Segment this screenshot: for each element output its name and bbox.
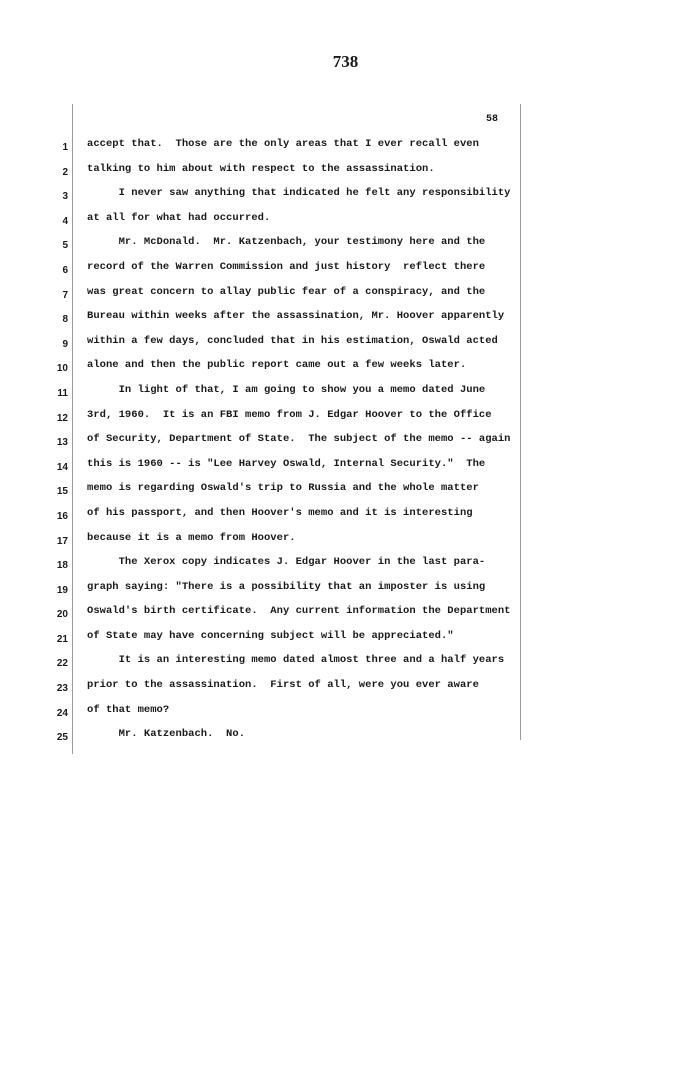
- transcript-line: of State may have concerning subject will be appreciated.": [87, 629, 454, 642]
- line-number: 24: [56, 707, 68, 719]
- transcript-line: In light of that, I am going to show you a memo dated June: [87, 383, 486, 396]
- line-number: 15: [56, 486, 68, 498]
- transcript-line: graph saying: "There is a possibility that an imposter is using: [87, 580, 486, 593]
- line-number: 16: [56, 510, 68, 522]
- transcript-body: [87, 132, 527, 747]
- transcript-line: within a few days, concluded that in his estimation, Oswald acted: [87, 334, 498, 347]
- transcript-line: Bureau within weeks after the assassination, Mr. Hoover apparently: [87, 310, 505, 323]
- line-number: 14: [56, 461, 68, 473]
- transcript-line: prior to the assassination. First of all, were you ever aware: [87, 679, 479, 692]
- transcript-line: accept that. Those are the only areas that I ever recall even: [87, 138, 479, 150]
- line-number: 25: [56, 732, 68, 744]
- transcript-line: because it is a memo from Hoover.: [87, 531, 296, 544]
- line-number: 7: [62, 289, 68, 301]
- line-number: 6: [62, 264, 68, 276]
- transcript-line: this is 1960 -- is "Lee Harvey Oswald, Internal Security." The: [87, 457, 486, 470]
- transcript-line: talking to him about with respect to the assassination.: [87, 162, 435, 175]
- line-number: 1: [62, 142, 68, 153]
- line-number-column: [50, 136, 68, 751]
- line-number: 9: [62, 338, 68, 350]
- transcript-line: Mr. Katzenbach. No.: [87, 728, 246, 741]
- transcript-line: alone and then the public report came out a few weeks later.: [87, 359, 467, 372]
- line-number: 4: [62, 215, 68, 227]
- transcript-line: memo is regarding Oswald's trip to Russia and the whole matter: [87, 482, 479, 495]
- line-number: 11: [57, 387, 68, 399]
- line-number: 23: [56, 683, 68, 695]
- line-number: 3: [62, 191, 68, 203]
- line-number: 5: [62, 240, 68, 252]
- transcript-line: was great concern to allay public fear of a conspiracy, and the: [87, 285, 486, 298]
- line-number: 2: [62, 166, 68, 178]
- line-number: 18: [56, 560, 68, 572]
- left-margin-rule: [72, 104, 73, 754]
- transcript-line: Oswald's birth certificate. Any current information the Department: [87, 605, 511, 618]
- line-number: 22: [56, 658, 68, 670]
- line-number: 10: [56, 363, 68, 375]
- line-number: 12: [56, 412, 68, 424]
- line-number: 17: [56, 535, 68, 547]
- transcript-line: It is an interesting memo dated almost three and a half years: [87, 654, 505, 667]
- line-number: 21: [56, 633, 68, 645]
- line-number: 13: [56, 437, 68, 449]
- transcript-page-number: 58: [486, 114, 499, 125]
- transcript-line: of Security, Department of State. The subject of the memo -- again: [87, 433, 511, 446]
- transcript-line: of that memo?: [87, 703, 170, 716]
- line-number: 20: [56, 609, 68, 621]
- transcript-line: Mr. McDonald. Mr. Katzenbach, your testimony here and the: [87, 236, 486, 249]
- transcript-line: at all for what had occurred.: [87, 211, 271, 224]
- transcript-line: of his passport, and then Hoover's memo and it is interesting: [87, 506, 473, 519]
- line-number: 8: [62, 314, 68, 326]
- transcript-line: I never saw anything that indicated he felt any responsibility: [87, 187, 511, 200]
- transcript-line: record of the Warren Commission and just history reflect there: [87, 260, 486, 273]
- transcript-line: 3rd, 1960. It is an FBI memo from J. Edgar Hoover to the Office: [87, 408, 492, 421]
- transcript-line: The Xerox copy indicates J. Edgar Hoover in the last para-: [87, 556, 486, 569]
- page-number: 738: [332, 52, 359, 71]
- line-number: 19: [56, 584, 68, 596]
